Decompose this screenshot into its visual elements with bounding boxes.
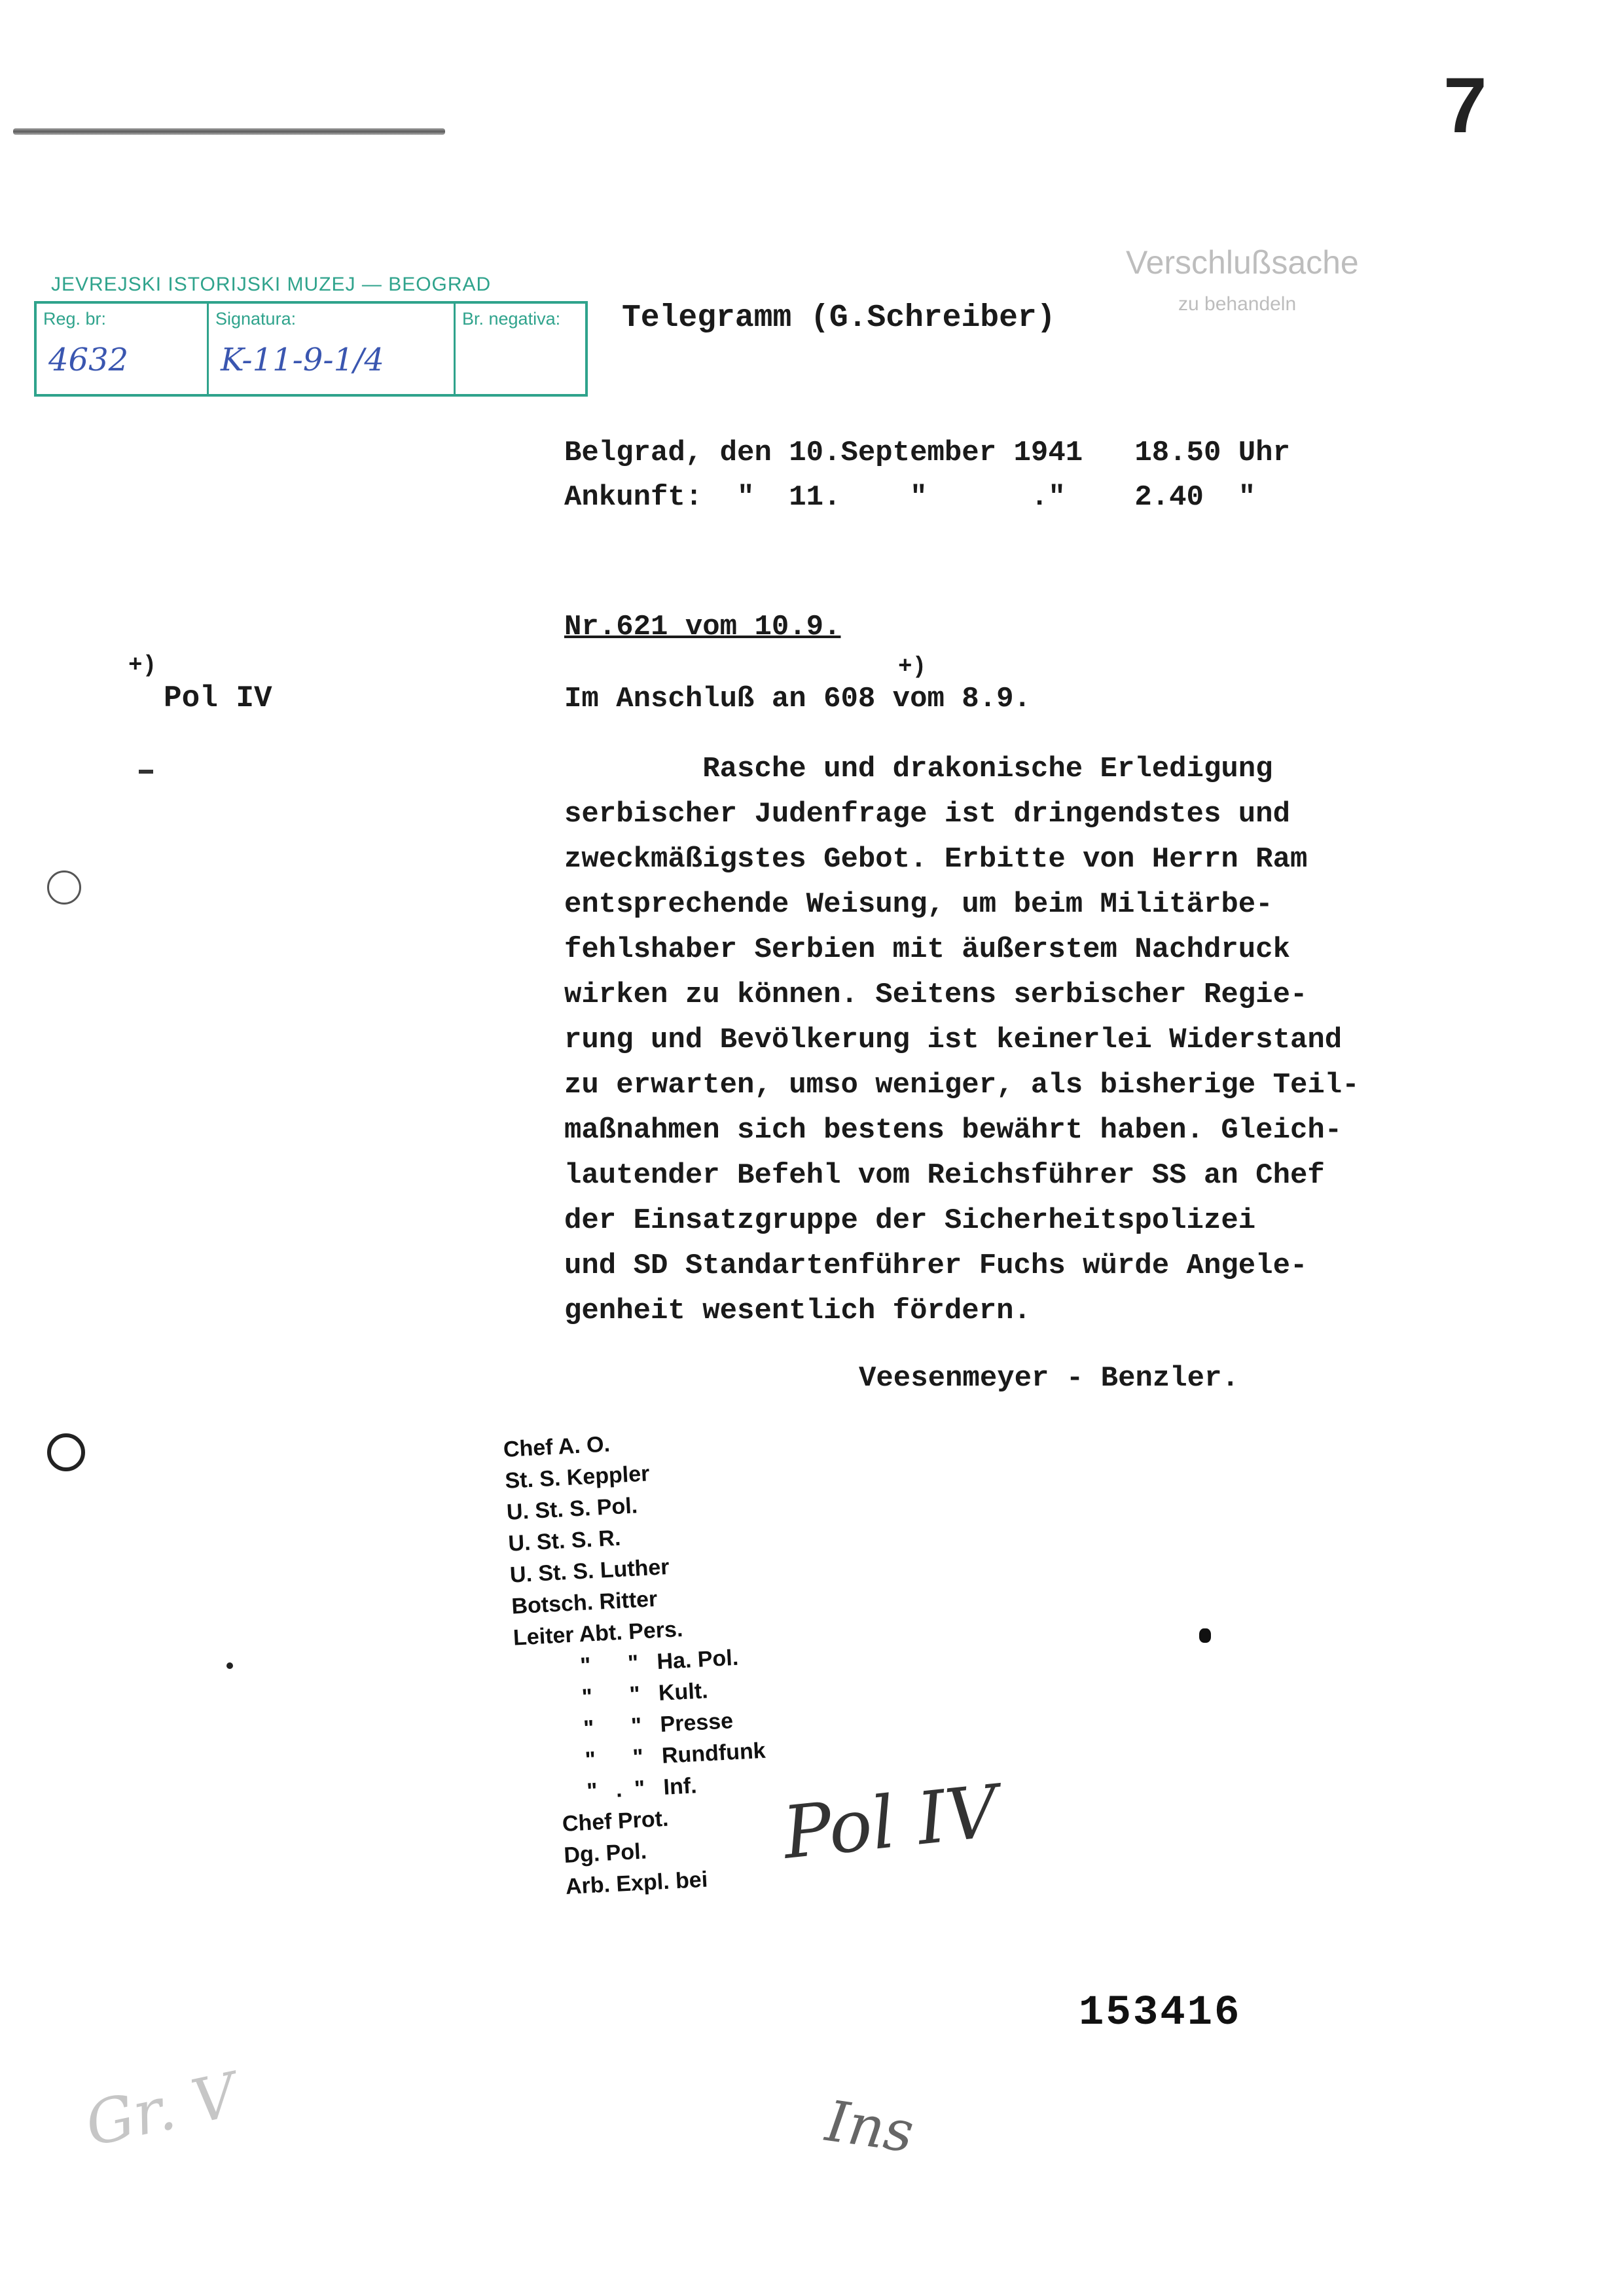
reference-connection: Im Anschluß an 608 vom 8.9. bbox=[564, 683, 1031, 715]
distribution-stamp bbox=[503, 1424, 773, 1908]
distribution-item: U. St. S. R. bbox=[507, 1525, 622, 1556]
body-line: der Einsatzgruppe der Sicherheitspolizei bbox=[564, 1204, 1256, 1237]
body-line: entsprechende Weisung, um beim Militärbe- bbox=[564, 888, 1273, 921]
distribution-item: U. St. S. Pol. bbox=[506, 1493, 638, 1525]
distribution-item: Botsch. Ritter bbox=[511, 1587, 658, 1619]
classification-stamp-line1: Verschlußsache bbox=[1126, 244, 1359, 281]
distribution-item: " . " Inf. bbox=[586, 1773, 698, 1804]
body-line: und SD Standartenführer Fuchs würde Angele- bbox=[564, 1249, 1308, 1282]
margin-note-pol-iv: Pol IV bbox=[164, 681, 272, 715]
body-line: zu erwarten, umso weniger, als bisherige Teil- bbox=[564, 1069, 1360, 1102]
distribution-item: " " Presse bbox=[583, 1708, 734, 1742]
distribution-item: Chef Prot. bbox=[562, 1806, 670, 1837]
pencil-note-left: Gr. V bbox=[79, 2060, 243, 2160]
distribution-item: " " Kult. bbox=[581, 1678, 709, 1710]
date-line-sent: Belgrad, den 10.September 1941 18.50 Uhr bbox=[564, 437, 1290, 469]
handwritten-pol-iv: Pol IV bbox=[779, 1769, 1002, 1875]
signature: Veesenmeyer - Benzler. bbox=[859, 1362, 1239, 1395]
distribution-item: " " Rundfunk bbox=[584, 1738, 766, 1773]
distribution-item: U. St. S. Luther bbox=[509, 1554, 670, 1588]
stamp-signatura-cell bbox=[209, 304, 456, 394]
ink-dot bbox=[226, 1662, 233, 1669]
body-line: zweckmäßigstes Gebot. Erbitte von Herrn Ram bbox=[564, 843, 1308, 876]
pencil-note-center: Ins bbox=[821, 2089, 918, 2166]
top-scan-rule bbox=[13, 128, 445, 135]
stamp-negativ-cell bbox=[456, 304, 583, 394]
distribution-item: " " Ha. Pol. bbox=[579, 1645, 740, 1679]
museum-stamp-title: JEVREJSKI ISTORIJSKI MUZEJ — BEOGRAD bbox=[51, 274, 492, 295]
margin-dash bbox=[139, 770, 153, 774]
body-line: fehlshaber Serbien mit äußerstem Nachdruck bbox=[564, 933, 1290, 966]
stamp-signatura-value: K-11-9-1/4 bbox=[221, 342, 384, 378]
telegram-number: Nr.621 vom 10.9. bbox=[564, 611, 841, 643]
stamp-reg-value: 4632 bbox=[48, 342, 129, 378]
reference-footnote-mark: +) bbox=[898, 653, 927, 680]
body-line: lautender Befehl vom Reichsführer SS an Chef bbox=[564, 1159, 1325, 1192]
margin-footnote-mark: +) bbox=[128, 652, 157, 679]
museum-stamp bbox=[34, 301, 588, 397]
telegram-title: Telegramm (G.Schreiber) bbox=[622, 300, 1056, 336]
stamp-negativ-label: Br. negativa: bbox=[462, 309, 561, 329]
distribution-item: Leiter Abt. Pers. bbox=[513, 1617, 684, 1651]
distribution-item: St. S. Keppler bbox=[504, 1461, 651, 1494]
telegram-body bbox=[564, 753, 1360, 1340]
distribution-item: Arb. Expl. bei bbox=[565, 1867, 709, 1899]
document-number: 153416 bbox=[1079, 1990, 1242, 2037]
body-line: genheit wesentlich fördern. bbox=[564, 1295, 1031, 1327]
body-line: Rasche und drakonische Erledigung bbox=[564, 753, 1273, 785]
punch-hole-upper bbox=[47, 870, 81, 905]
classification-stamp-line2: zu behandeln bbox=[1178, 293, 1297, 315]
body-line: rung und Bevölkerung ist keinerlei Widerstand bbox=[564, 1024, 1343, 1056]
date-line-arrival: Ankunft: " 11. " ." 2.40 " bbox=[564, 481, 1256, 514]
body-line: serbischer Judenfrage ist dringendstes und bbox=[564, 798, 1290, 831]
distribution-item: Chef A. O. bbox=[503, 1431, 611, 1462]
punch-hole-lower bbox=[47, 1433, 85, 1471]
ink-dot bbox=[1199, 1628, 1211, 1643]
distribution-item: Dg. Pol. bbox=[563, 1839, 647, 1868]
body-line: wirken zu können. Seitens serbischer Regie- bbox=[564, 978, 1308, 1011]
stamp-reg-label: Reg. br: bbox=[43, 309, 107, 329]
stamp-signatura-label: Signatura: bbox=[215, 309, 297, 329]
body-line: maßnahmen sich bestens bewährt haben. Gleich- bbox=[564, 1114, 1343, 1147]
corner-page-mark: 7 bbox=[1443, 62, 1487, 149]
stamp-reg-cell bbox=[37, 304, 209, 394]
